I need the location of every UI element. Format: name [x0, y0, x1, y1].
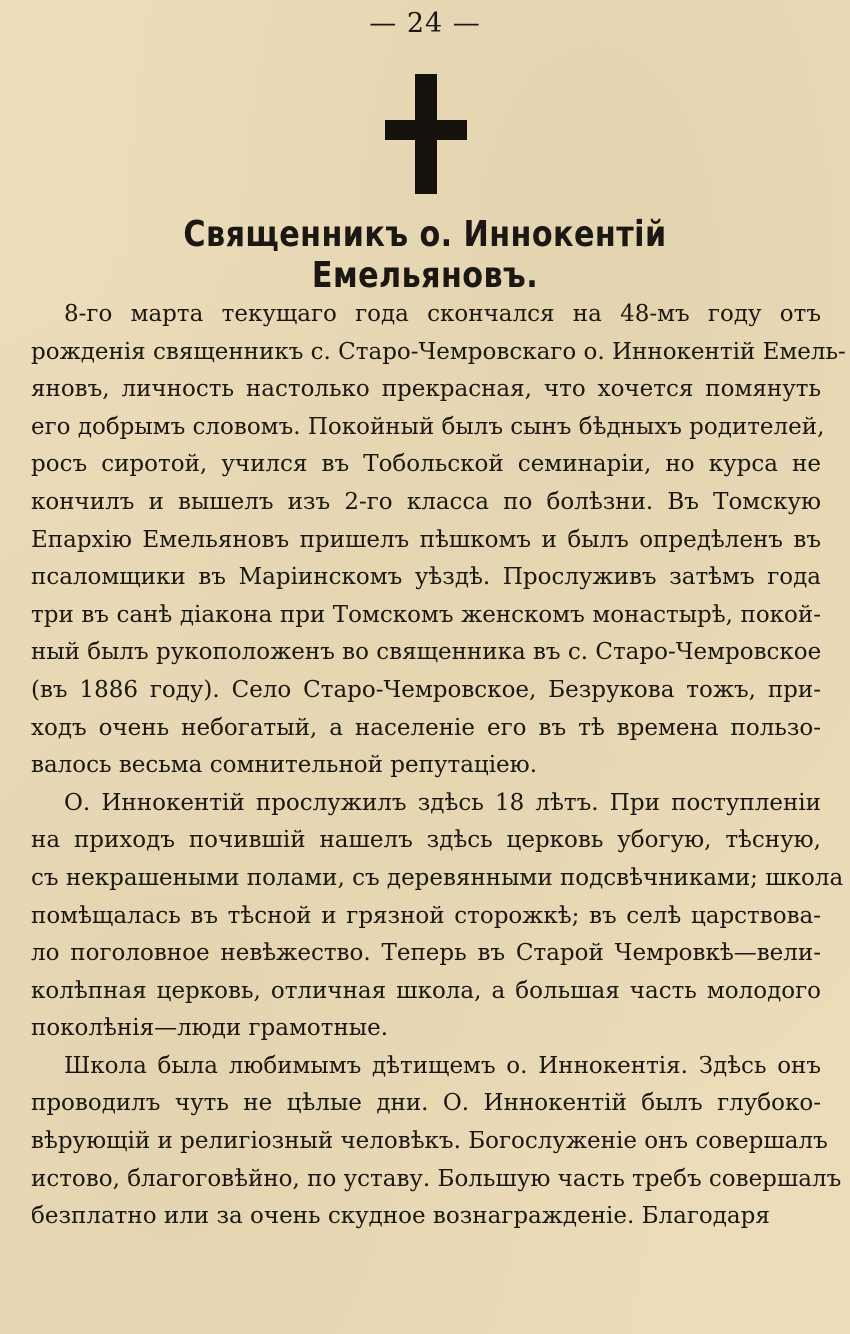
text-line: проводилъ чуть не цѣлые дни. О. Иннокентій былъ глубоко-	[31, 1090, 821, 1117]
article-body	[31, 296, 846, 1236]
text-line: росъ сиротой, учился въ Тобольской семинаріи, но курса не	[31, 451, 821, 478]
text-line: съ некрашеными полами, съ деревянными подсвѣчниками; школа	[31, 864, 844, 891]
text-line: колѣпная церковь, отличная школа, а большая часть молодого	[31, 977, 821, 1004]
text-line: ходъ очень небогатый, а населеніе его въ тѣ времена пользо-	[31, 714, 821, 741]
text-line: яновъ, личность настолько прекрасная, что хочется помянуть	[31, 376, 821, 403]
text-line: ло поголовное невѣжество. Теперь въ Старой Чемровкѣ—вели-	[31, 940, 821, 967]
text-line: поколѣнія—люди грамотные.	[31, 1015, 389, 1042]
text-line: безплатно или за очень скудное вознагражденіе. Благодаря	[31, 1203, 770, 1230]
text-line: на приходъ почившій нашелъ здѣсь церковь убогую, тѣсную,	[31, 827, 821, 854]
text-line: (въ 1886 году). Село Старо-Чемровское, Безрукова тожъ, при-	[31, 676, 821, 703]
text-line: 8-го марта текущаго года скончался на 48-мъ году отъ	[64, 301, 821, 327]
cross-icon	[385, 74, 467, 194]
text-line: Школа была любимымъ дѣтищемъ о. Иннокентія. Здѣсь онъ	[64, 1052, 821, 1079]
text-line: валось весьма сомнительной репутаціею.	[31, 752, 537, 779]
text-line: псаломщики въ Маріинскомъ уѣздѣ. Прослуживъ затѣмъ года	[31, 564, 821, 591]
text-line: три въ санѣ діакона при Томскомъ женскомъ монастырѣ, покой-	[31, 601, 821, 628]
text-line: помѣщалась въ тѣсной и грязной сторожкѣ; въ селѣ царствова-	[31, 902, 821, 929]
text-line: вѣрующій и религіозный человѣкъ. Богослуженіе онъ совершалъ	[31, 1128, 828, 1155]
text-line: его добрымъ словомъ. Покойный былъ сынъ бѣдныхъ родителей,	[31, 413, 825, 440]
article-title: Священникъ о. Иннокентій Емельяновъ.	[183, 214, 667, 296]
text-line: кончилъ и вышелъ изъ 2-го класса по болѣзни. Въ Томскую	[31, 488, 821, 515]
text-line: рожденія священникъ с. Старо-Чемровскаго о. Иннокентій Емель-	[31, 338, 846, 365]
text-line: истово, благоговѣйно, по уставу. Большую часть требъ совершалъ	[31, 1165, 842, 1192]
text-line: О. Иннокентій прослужилъ здѣсь 18 лѣтъ. При поступленіи	[64, 789, 821, 816]
page-number: — 24 —	[369, 8, 481, 39]
text-line: Епархію Емельяновъ пришелъ пѣшкомъ и былъ опредѣленъ въ	[31, 526, 821, 553]
text-line: ный былъ рукоположенъ во священника въ с. Старо-Чемровское	[31, 639, 822, 666]
